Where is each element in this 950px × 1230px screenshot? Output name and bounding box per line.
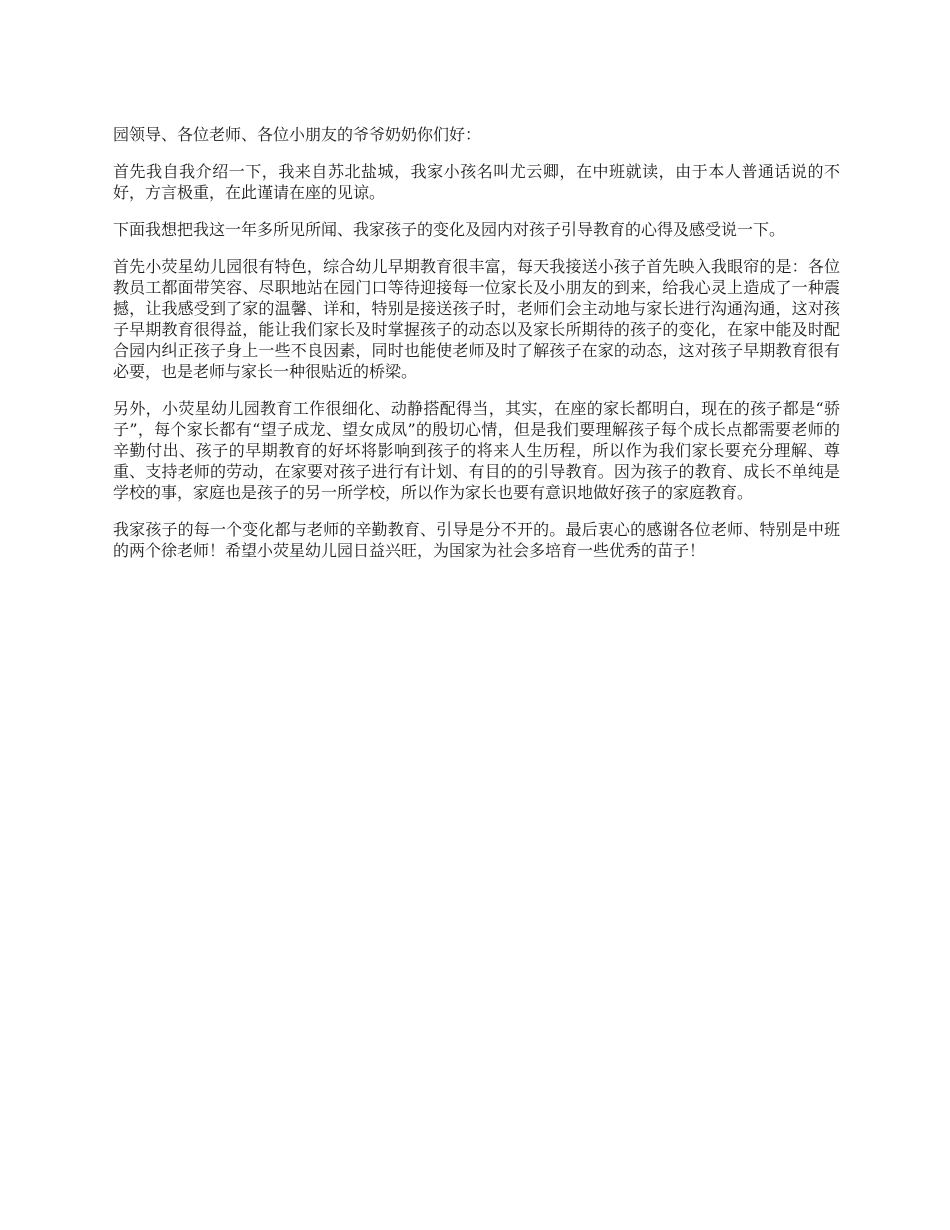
kindergarten-features-paragraph: 首先小荧星幼儿园很有特色，综合幼儿早期教育很丰富，每天我接送小孩子首先映入我眼帘的是：各位教员工都面带笑容、尽职地站在园门口等待迎接每一位家长及小朋友的到来，给我心灵上造成了一种震撼，让我感受到了家的温馨、详和，特别是接送孩子时，老师们会主动地与家长进行沟通沟通，这对孩子早期教育很得益，能让我们家长及时掌握孩子的动态以及家长所期待的孩子的变化，在家中能及时配合园内纠正孩子身上一些不良因素，同时也能使老师及时了解孩子在家的动态，这对孩子早期教育很有必要，也是老师与家长一种很贴近的桥梁。 xyxy=(113,257,840,381)
overview-paragraph: 下面我想把我这一年多所见所闻、我家孩子的变化及园内对孩子引导教育的心得及感受说一下。 xyxy=(113,220,786,239)
document-body xyxy=(113,124,840,577)
greeting-paragraph: 园领导、各位老师、各位小朋友的爷爷奶奶你们好： xyxy=(113,125,482,144)
closing-thanks-paragraph: 我家孩子的每一个变化都与老师的辛勤教育、引导是分不开的。最后衷心的感谢各位老师、特别是中班的两个徐老师！希望小荧星幼儿园日益兴旺，为国家为社会多培育一些优秀的苗子！ xyxy=(113,520,840,560)
education-work-paragraph: 另外，小荧星幼儿园教育工作很细化、动静搭配得当，其实，在座的家长都明白，现在的孩子都是“骄子”，每个家长都有“望子成龙、望女成凤”的殷切心情，但是我们要理解孩子每个成长点都需要老师的辛勤付出、孩子的早期教育的好坏将影响到孩子的将来人生历程，所以作为我们家长要充分理解、尊重、支持老师的劳动，在家要对孩子进行有计划、有目的的引导教育。因为孩子的教育、成长不单纯是学校的事，家庭也是孩子的另一所学校，所以作为家长也要有意识地做好孩子的家庭教育。 xyxy=(113,399,840,502)
introduction-paragraph: 首先我自我介绍一下，我来自苏北盐城，我家小孩名叫尤云卿，在中班就读，由于本人普通话说的不好，方言极重，在此谨请在座的见谅。 xyxy=(113,162,840,202)
